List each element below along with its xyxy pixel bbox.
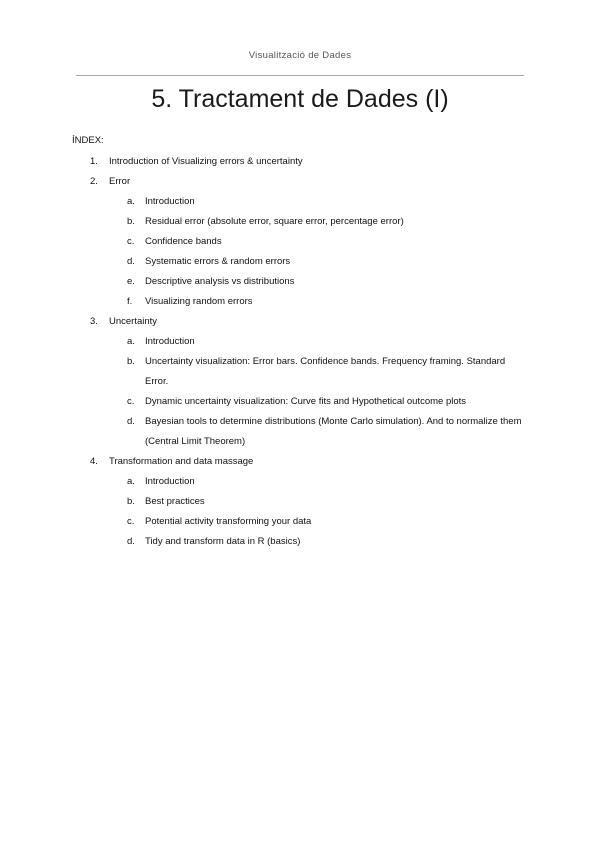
toc-subitem [0,352,600,392]
toc-subitem [0,332,600,352]
subitem-letter: e. [127,276,135,287]
subitem-text: Bayesian tools to determine distributions (Monte Carlo simulation). And to normalize them (Central Limit Theorem) [145,416,522,447]
subitem-text: Visualizing random errors [145,296,253,307]
subitem-text: Introduction [145,336,195,347]
subitem-text: Confidence bands [145,236,222,247]
section-number: 2. [90,176,98,187]
subitem-letter: a. [127,336,135,347]
subitem-text: Introduction [145,196,195,207]
subitem-text: Dynamic uncertainty visualization: Curve fits and Hypothetical outcome plots [145,396,467,407]
subitem-text: Residual error (absolute error, square error, percentage error) [145,216,404,227]
subitem-letter: d. [127,536,135,547]
subitem-text: Systematic errors & random errors [145,256,291,267]
toc-subitem [0,212,600,232]
toc-subitem [0,472,600,492]
subitem-text: Best practices [145,496,205,507]
toc-subitem [0,532,600,552]
subitem-letter: d. [127,416,135,427]
section-label: Uncertainty [109,316,158,327]
toc-subitem [0,292,600,312]
toc-section [0,312,600,332]
subitem-text: Uncertainty visualization: Error bars. Confidence bands. Frequency framing. Standard Error. [145,356,506,387]
toc-section [0,452,600,472]
running-header: Visualització de Dades [248,50,352,61]
toc-subitem [0,392,600,412]
subitem-letter: a. [127,196,135,207]
section-number: 1. [90,156,98,167]
subitem-letter: c. [127,236,135,247]
header-divider [76,75,524,76]
subitem-text: Introduction [145,476,195,487]
subitem-letter: c. [127,516,135,527]
subitem-text: Tidy and transform data in R (basics) [145,536,301,547]
toc-subitem [0,252,600,272]
section-label: Introduction of Visualizing errors & uncertainty [109,156,303,167]
subitem-text: Descriptive analysis vs distributions [145,276,295,287]
toc-subitem [0,412,600,452]
subitem-letter: b. [127,496,135,507]
toc-subitem [0,512,600,532]
toc-subitem [0,272,600,292]
page-title: 5. Tractament de Dades (I) [151,85,449,113]
subitem-letter: a. [127,476,135,487]
subitem-letter: b. [127,356,135,367]
subitem-letter: b. [127,216,135,227]
section-label: Transformation and data massage [109,456,254,467]
table-of-contents [0,152,600,552]
section-label: Error [109,176,131,187]
subitem-text: Potential activity transforming your data [145,516,312,527]
toc-subitem [0,192,600,212]
subitem-letter: f. [127,296,133,307]
toc-subitem [0,232,600,252]
section-number: 4. [90,456,98,467]
subitem-letter: d. [127,256,135,267]
toc-section [0,172,600,192]
toc-section [0,152,600,172]
index-label: ÍNDEX: [72,135,104,146]
toc-subitem [0,492,600,512]
section-number: 3. [90,316,98,327]
subitem-letter: c. [127,396,135,407]
